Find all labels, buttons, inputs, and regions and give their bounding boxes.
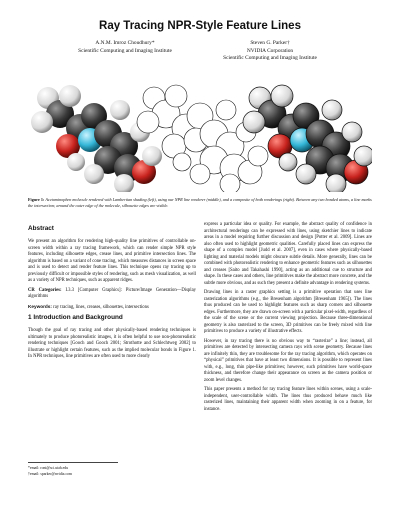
right-paragraph-2: Drawing lines in a raster graphics setting is a primitive operation that uses line rasterization algorithms (e.g., the Bresenham algorithm [Bresenham 1965]). The lines thus produced can be used to highlight features such as sharp corners and silhouette edges. Furthermore, they are drawn on-screen with a particular pixel-width, regardless of the scale of the scene or the current viewing projection. Because three-dimensional geometry is also rasterized to the screen, 3D primitives can be freely mixed with line primitives to produce a variety of illustrative effects. — [204, 290, 372, 334]
hydrogen-atom — [173, 153, 191, 171]
lambertian-panel — [31, 85, 162, 192]
section-1-heading: 1 Introduction and Background — [28, 314, 123, 321]
author-2 — [190, 40, 350, 63]
figure-caption-text: Acetaminophen molecule rendered with Lambertian shading (left), using our NPR line renderer (middle), and a composite of both renderings (right). Between any two bonded atoms, a line marks the intersection; around the outer edge of the molecule, silhouette edges are visible. — [28, 197, 372, 208]
footnote-1: *email: roni@sci.utah.edu — [28, 466, 69, 470]
left-column — [28, 222, 196, 364]
footnotes — [28, 462, 118, 477]
footnote-2: †email: sparker@nvidia.com — [28, 472, 72, 476]
right-paragraph-3: However, in ray tracing there is no obvious way to “rasterize” a line; instead, all primitives are detected by intersecting camera rays with scene geometry. Because lines are infinitely thin, they are troublesome for the ray tracing algorithm, which operates on “physical” primitives that have at least two dimensions. It is possible to represent lines with, e.g., long, thin pipe-like primitives; however, such primitives have world-space thickness, and therefore change their appearance on screen as the camera position or zoom level changes. — [204, 338, 372, 383]
hydrogen-atom — [59, 85, 81, 107]
hydrogen-atom — [271, 85, 293, 107]
right-paragraph-4: This paper presents a method for ray tracing feature lines within scenes, using a scale-independent, user-controllable width. The lines thus produced behave much like rasterized lines, maintaining their apparent width when zooming in on a feature, for instance. — [204, 387, 372, 412]
keywords — [28, 304, 196, 312]
hydrogen-atom — [279, 153, 297, 171]
right-column — [204, 222, 372, 416]
keywords-label: Keywords: — [28, 303, 52, 309]
author-2-affiliation-1: NVIDIA Corporation — [246, 47, 294, 54]
hydrogen-atom — [322, 100, 342, 120]
npr-lines-panel — [137, 85, 268, 192]
hydrogen-atom — [137, 111, 159, 133]
author-1 — [60, 40, 190, 55]
author-1-name: A.N.M. Imroz Choudhury* — [95, 40, 155, 46]
hydrogen-atom — [142, 146, 162, 166]
abstract-text: We present an algorithm for rendering high-quality line primitives of controllable on-screen width within a ray tracing framework, which can render simple NPR style features, including silhouette edges, crease lines, and primitive intersection lines. The algorithm is based on a variant of cone tracing, which measures distances in screen space and is used to detect and render feature lines. This technique opens ray tracing up to previously difficult or impossible styles of rendering, such as mesh visualization, as well as a variety of NPR techniques, such as apparent ridges. — [28, 239, 196, 283]
teaser-figure — [28, 74, 372, 192]
author-2-name: Steven G. Parker† — [250, 40, 290, 46]
section-1-paragraph-1: Though the goal of ray tracing and other physically-based rendering techniques is ultimately to produce photorealistic images, it is often helpful to use non-photorealistic rendering techniques [Gooch and Gooch 2001; Strothotte and Schlechtweg 2002] to illustrate or highlight certain features, such as the implied molecular bonds in Figure 1. In NPR techniques, line primitives are often used to more clearly — [28, 328, 196, 359]
figure-caption-label: Figure 1: — [28, 197, 45, 202]
cr-categories-text: I.3.3 [Computer Graphics]: Picture/Image Generation—Display algorithms — [28, 287, 196, 299]
cr-categories-label: CR Categories: — [28, 287, 62, 293]
hydrogen-atom — [110, 100, 130, 120]
hydrogen-atom — [190, 164, 210, 184]
hydrogen-atom — [342, 122, 362, 142]
abstract-heading: Abstract — [28, 225, 54, 232]
hydrogen-atom — [296, 164, 316, 184]
hydrogen-atom — [67, 153, 85, 171]
hydrogen-atom — [220, 174, 240, 192]
hydrogen-atom — [165, 85, 187, 107]
hydrogen-atom — [248, 146, 268, 166]
hydrogen-atom — [243, 111, 265, 133]
figure-caption — [28, 197, 372, 208]
author-2-affiliation-2: Scientific Computing and Imaging Institute — [223, 55, 317, 62]
author-1-affiliation: Scientific Computing and Imaging Institute — [78, 47, 172, 54]
composite-panel — [243, 85, 372, 192]
hydrogen-atom — [216, 100, 236, 120]
cr-categories — [28, 288, 196, 301]
keywords-text: ray tracing, lines, creases, silhouettes, intersections — [53, 304, 149, 310]
right-paragraph-1: express a particular idea or quality. For example, the abstract quality of confidence in architectural renderings can be expressed with lines, using sketchier lines to indicate areas in a model requiring further discussion and design [Potter et al. 2009]. Lines are also often used to highlight geometric qualities. Carefully placed lines can express the shape of a complex model [Judd et al. 2007], even in cases where physically-based lighting and material models might obscure subtle details. More generally, lines can be combined with photorealistic rendering to enhance geometric features such as silhouettes and creases [Saito and Takahashi 1990], acting as an additional cue to structure and shape. In these cases and others, line primitives make the abstract more concrete, and the subtle more obvious, and as such they present a definite advantage in rendering systems. — [204, 222, 372, 286]
hydrogen-atom — [354, 146, 372, 166]
hydrogen-atom — [31, 111, 53, 133]
paper-title: Ray Tracing NPR-Style Feature Lines — [99, 20, 301, 32]
hydrogen-atom — [326, 174, 346, 192]
hydrogen-atom — [84, 164, 104, 184]
